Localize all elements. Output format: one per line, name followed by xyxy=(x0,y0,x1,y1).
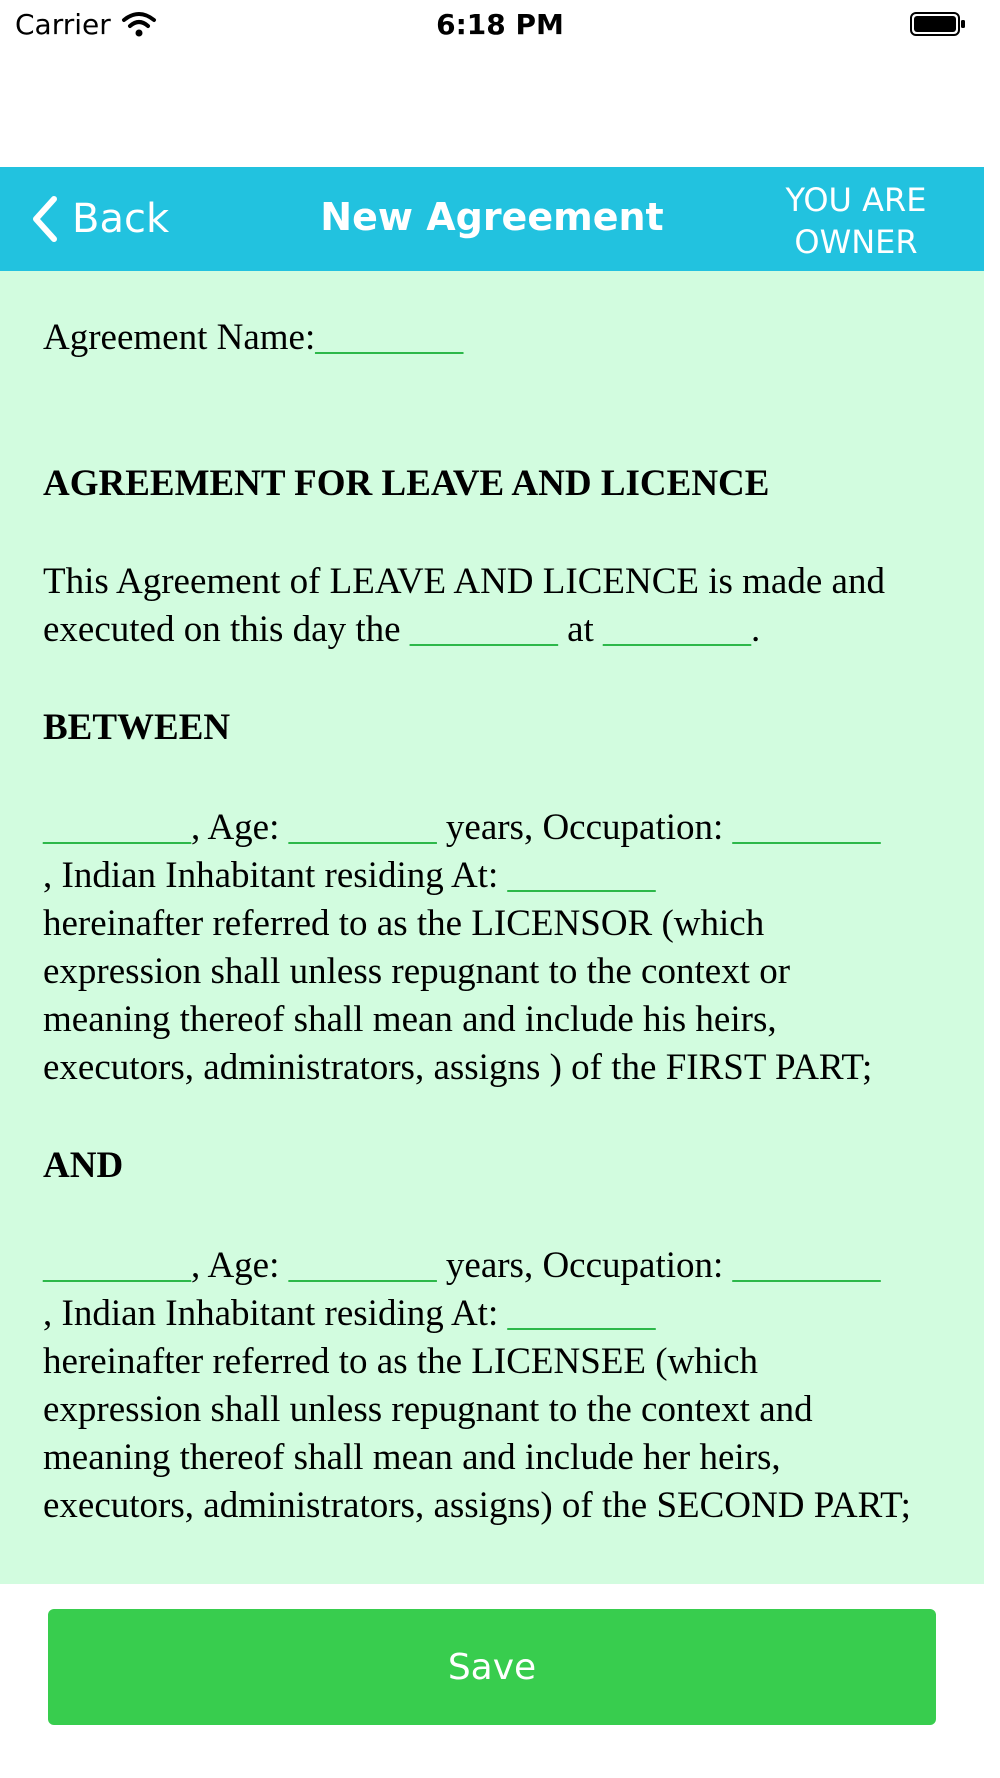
licensee-address-row xyxy=(43,1290,963,1338)
chevron-left-icon xyxy=(30,195,60,243)
agreement-document xyxy=(43,271,963,1628)
status-bar xyxy=(0,0,1000,52)
licensor-address-field[interactable]: ________ xyxy=(507,855,656,896)
age-label: , Age: xyxy=(191,807,289,848)
intro-line-2 xyxy=(43,606,963,654)
agreement-name-field[interactable]: ________ xyxy=(315,317,464,358)
licensee-text-line: expression shall unless repugnant to the context and xyxy=(43,1389,813,1430)
licensee-name-field[interactable]: ________ xyxy=(43,1245,191,1286)
licensor-occupation-field[interactable]: ________ xyxy=(732,807,881,848)
age-label: , Age: xyxy=(191,1245,289,1286)
licensee-occupation-field[interactable]: ________ xyxy=(732,1245,881,1286)
status-time: 6:18 PM xyxy=(436,8,564,41)
back-label: Back xyxy=(72,196,170,242)
agreement-name-label: Agreement Name: xyxy=(43,317,316,358)
role-line-1: YOU ARE xyxy=(785,181,927,219)
licensor-text-line: hereinafter referred to as the LICENSOR (which xyxy=(43,903,765,944)
licensee-text-line: hereinafter referred to as the LICENSEE (which xyxy=(43,1341,759,1382)
role-line-2: OWNER xyxy=(794,223,918,261)
licensor-text-line: executors, administrators, assigns ) of the FIRST PART; xyxy=(43,1047,873,1088)
nav-bar xyxy=(0,167,984,271)
licensor-details-row xyxy=(43,804,963,852)
save-button[interactable]: Save xyxy=(48,1609,936,1725)
licensee-text-line: meaning thereof shall mean and include her heirs, xyxy=(43,1437,781,1478)
licensor-text-line: expression shall unless repugnant to the context or xyxy=(43,951,791,992)
inhabitant-label: , Indian Inhabitant residing At: xyxy=(43,855,508,896)
role-label xyxy=(776,179,936,263)
occupation-label: years, Occupation: xyxy=(436,1245,733,1286)
page-title: New Agreement xyxy=(320,195,664,239)
agreement-heading: AGREEMENT FOR LEAVE AND LICENCE xyxy=(43,463,770,504)
agreement-place-field[interactable]: ________ xyxy=(603,609,752,650)
and-heading: AND xyxy=(43,1145,124,1186)
carrier-label: Carrier xyxy=(15,8,111,41)
agreement-date-field[interactable]: ________ xyxy=(409,609,558,650)
intro-text-c: . xyxy=(751,609,761,650)
licensee-address-field[interactable]: ________ xyxy=(507,1293,656,1334)
between-heading: BETWEEN xyxy=(43,707,231,748)
licensee-age-field[interactable]: ________ xyxy=(288,1245,437,1286)
licensee-details-row xyxy=(43,1242,963,1290)
licensor-age-field[interactable]: ________ xyxy=(288,807,437,848)
occupation-label: years, Occupation: xyxy=(436,807,733,848)
licensor-name-field[interactable]: ________ xyxy=(43,807,191,848)
intro-text-b: at xyxy=(557,609,604,650)
agreement-content[interactable] xyxy=(0,271,984,1584)
licensor-text-line: meaning thereof shall mean and include his heirs, xyxy=(43,999,777,1040)
intro-line-1: This Agreement of LEAVE AND LICENCE is made and xyxy=(43,561,885,602)
back-button[interactable] xyxy=(30,193,169,245)
battery-icon xyxy=(910,12,966,36)
bottom-bar xyxy=(0,1584,1000,1778)
licensor-address-row xyxy=(43,852,963,900)
licensee-text-line: executors, administrators, assigns) of the SECOND PART; xyxy=(43,1485,911,1526)
agreement-name-row xyxy=(43,314,963,362)
intro-text-a: executed on this day the xyxy=(43,609,410,650)
inhabitant-label: , Indian Inhabitant residing At: xyxy=(43,1293,508,1334)
